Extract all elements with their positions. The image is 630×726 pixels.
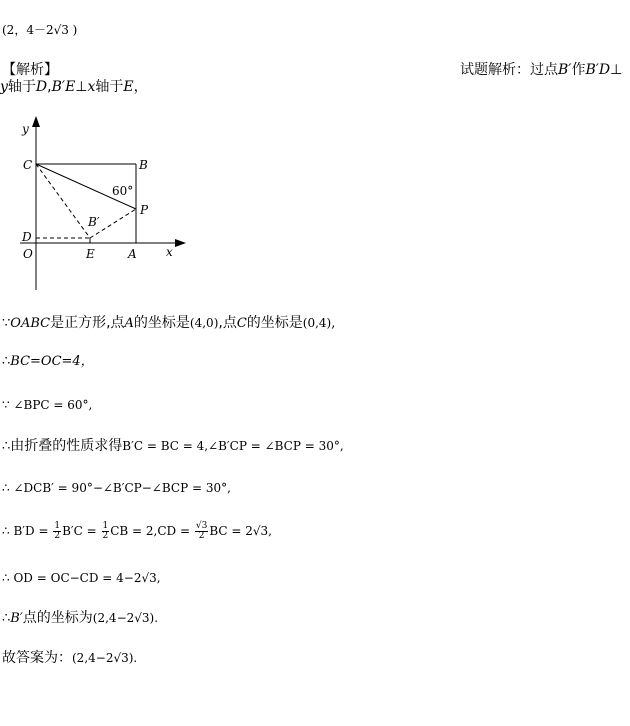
- y-axis-arrow: [32, 116, 40, 127]
- step-6: ∴ B′D = $\frac{1}{2}$ B′C = $\frac{1}{2}$ CB = 2,CD = $\frac{√3}{2}$ BC = 2√3,: [2, 521, 272, 541]
- fraction-root3-over-2: $\frac{√3}{2}$: [195, 521, 208, 541]
- analysis-intro-cont: y轴于D,B′E⊥x轴于E，: [0, 79, 148, 95]
- analysis-label: 【解析】: [2, 62, 58, 78]
- label-point-b-prime: B′: [88, 215, 100, 229]
- label-x-axis: x: [166, 245, 173, 259]
- step-4: ∴由折叠的性质求得B′C = BC = 4,∠B′CP = ∠BCP = 30°,: [2, 438, 344, 454]
- segment-cb1: [36, 164, 90, 238]
- label-point-b: B: [139, 158, 148, 172]
- step-5: ∴ ∠DCB′ = 90°−∠B′CP−∠BCP = 30°,: [2, 481, 231, 495]
- label-point-p: P: [140, 203, 149, 217]
- step-1: ∵OABC是正方形,点A的坐标是(4,0),点C的坐标是(0,4),: [2, 315, 336, 331]
- answer-fragment: (2，4－2√3 ): [2, 23, 78, 37]
- final-answer: 故答案为：(2,4−2√3).: [2, 650, 138, 666]
- x-axis-arrow: [175, 239, 186, 247]
- step-2: ∴BC=OC=4，: [2, 354, 94, 369]
- fraction-half-1: $\frac{1}{2}$: [54, 521, 61, 541]
- analysis-intro: 试题解析：过点B′作B′D⊥: [460, 62, 623, 78]
- label-point-o: O: [23, 247, 33, 261]
- label-y-axis: y: [22, 122, 29, 136]
- step-3: ∵ ∠BPC = 60°,: [2, 398, 93, 412]
- label-angle-60: 60°: [112, 184, 134, 198]
- step-8: ∴B′点的坐标为(2,4−2√3).: [2, 610, 159, 626]
- label-point-e: E: [86, 247, 95, 261]
- fraction-half-2: $\frac{1}{2}$: [102, 521, 109, 541]
- step-7: ∴ OD = OC−CD = 4−2√3,: [2, 571, 161, 585]
- label-point-d: D: [22, 230, 32, 244]
- label-point-c: C: [23, 158, 33, 172]
- label-point-a: A: [128, 247, 137, 261]
